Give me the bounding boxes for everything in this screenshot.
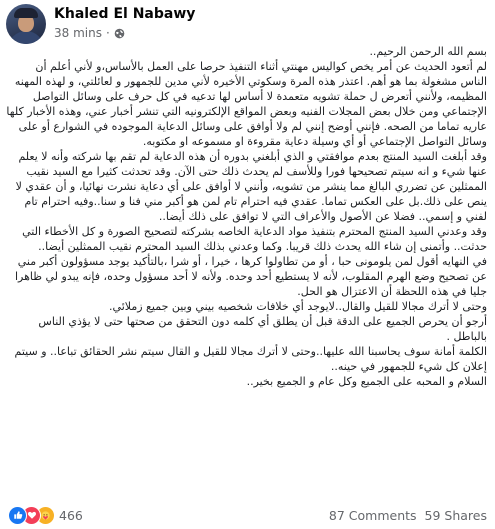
post-paragraph-3: وقد وعدني السيد المنتج المحترم بتنفيذ مواد الدعاية الخاصه بشركته لتصحيح الصورة و كل الأخطاء التي حدثت.. وأتمنى إن شاء الله يحدث ذلك قريبا. وكما وعدني بذلك السيد المحترم نقيب الممثلين أيضا.. — [22, 225, 487, 253]
post-paragraph-5: وحتى لا أترك مجالا للقيل والقال..لايوجد أي خلافات شخصيه بيني وبين جميع زملائي. — [109, 300, 487, 313]
post-paragraph-0: بسم الله الرحمن الرحيم.. — [369, 45, 487, 58]
post-paragraph-4: في النهايه أقول لمن يلومونى حبا ، أو من تطاولوا كرها ، خيرا ، أو شرا ،بالتأكيد يوجد مسؤولون أكبر مني عن تصحيح وضع الهرم المقلوب، لأنه لا يستطيع أحد وحده. ولأنه لا أحد مسؤول وحده، فإنه يبدو لي ظاهرا جليا في هذه اللحظة أن الاعتزال هو الحل. — [14, 255, 487, 298]
post-header — [0, 0, 495, 44]
shares-count-link[interactable]: 59 Shares — [424, 507, 487, 523]
author-name[interactable]: Khaled El Nabawy — [54, 6, 196, 22]
post-paragraph-2: وقد أبلغت السيد المنتج بعدم موافقتي و الذي أبلغني بدوره أن هذه الدعاية لم تقم بها شركته وأنه لا يعلم عنها شيء و انه سيتم تصحيحها فورا وللأسف لم يحدث ذلك حتى الآن. وقد تحدثت كثيرا مع السيد نقيب الممثلين عن تضرري البالغ مما ينشر من تشويه، وأنني لا أوافق على أي دعاية نشرت نهائيا، و أن عقدي لا ينص على ذلك.بل على العكس تماما. عقدي فيه احترام تام لمن هو أكبر مني فنا و سنا..وفيه احترام تام لفني و إسمي.. فضلا عن الأصول والأعراف التي لا توافق على ذلك أيضا.. — [15, 150, 487, 223]
post-paragraph-7: الكلمة أمانة سوف يحاسبنا الله عليها..وحتى لا أترك مجالا للقيل و القال سيتم نشر الحقائق تباعا.. و سيتم إعلان كل شيء للجمهور في حينه.. — [14, 345, 487, 373]
post-meta — [54, 4, 195, 41]
post-timestamp[interactable]: 38 mins — [54, 26, 102, 40]
reactions-summary[interactable] — [8, 506, 83, 525]
post-paragraph-1: لم أتعود الحديث عن أمر يخص كواليس مهنتي أثناء التنفيذ حرصا على العمل بالأساس،و لأني أعلم أن الناس مشغولة بما هو أهم. اعتذر هذه المرة وسكوتي الأخيره لأني مدين للجمهور و لعائلتي، و لهذه المهنه المظيمه، ولأنني أتعرض ل حملة تشويه متعمدة لا أساس لها تدعيه في كل حرف على وسائل التواصل الإجتماعي ومن خلال بعض المجلات الفنيه وبعض المواقع الإلكترونيه التي تنشر أخبار عني، وهذه الأخبار كلها عاريه تماما من الصحه. فإنني أوضح إنني لم ولا أوافق على وسائل الدعاية الموجوده في الشوارع أو على وسائل التواصل الإجتماعي أو أي وسيلة دعاية مقروءة او مسموعه او مكتوبه. — [6, 60, 487, 148]
post-paragraph-6: أرجو أن يحرص الجميع على الدقة قبل أن يطلق أي كلمه دون التحقق من صحتها حتى لا يؤذي الناس بالباطل . — [38, 315, 487, 343]
post-body — [0, 44, 495, 482]
globe-icon — [114, 28, 125, 39]
post-time-row — [54, 25, 195, 41]
post-footer — [0, 501, 495, 529]
comments-count-link[interactable]: 87 Comments — [328, 507, 417, 523]
post-paragraph-8: السلام و المحبه على الجميع وكل عام و الجميع بخير.. — [246, 375, 487, 388]
separator-dot: · — [105, 26, 110, 40]
avatar[interactable] — [6, 4, 46, 44]
avatar-shoulders — [8, 31, 44, 44]
avatar-cap — [14, 8, 38, 18]
like-icon — [8, 506, 27, 525]
reaction-count: 466 — [59, 507, 83, 523]
